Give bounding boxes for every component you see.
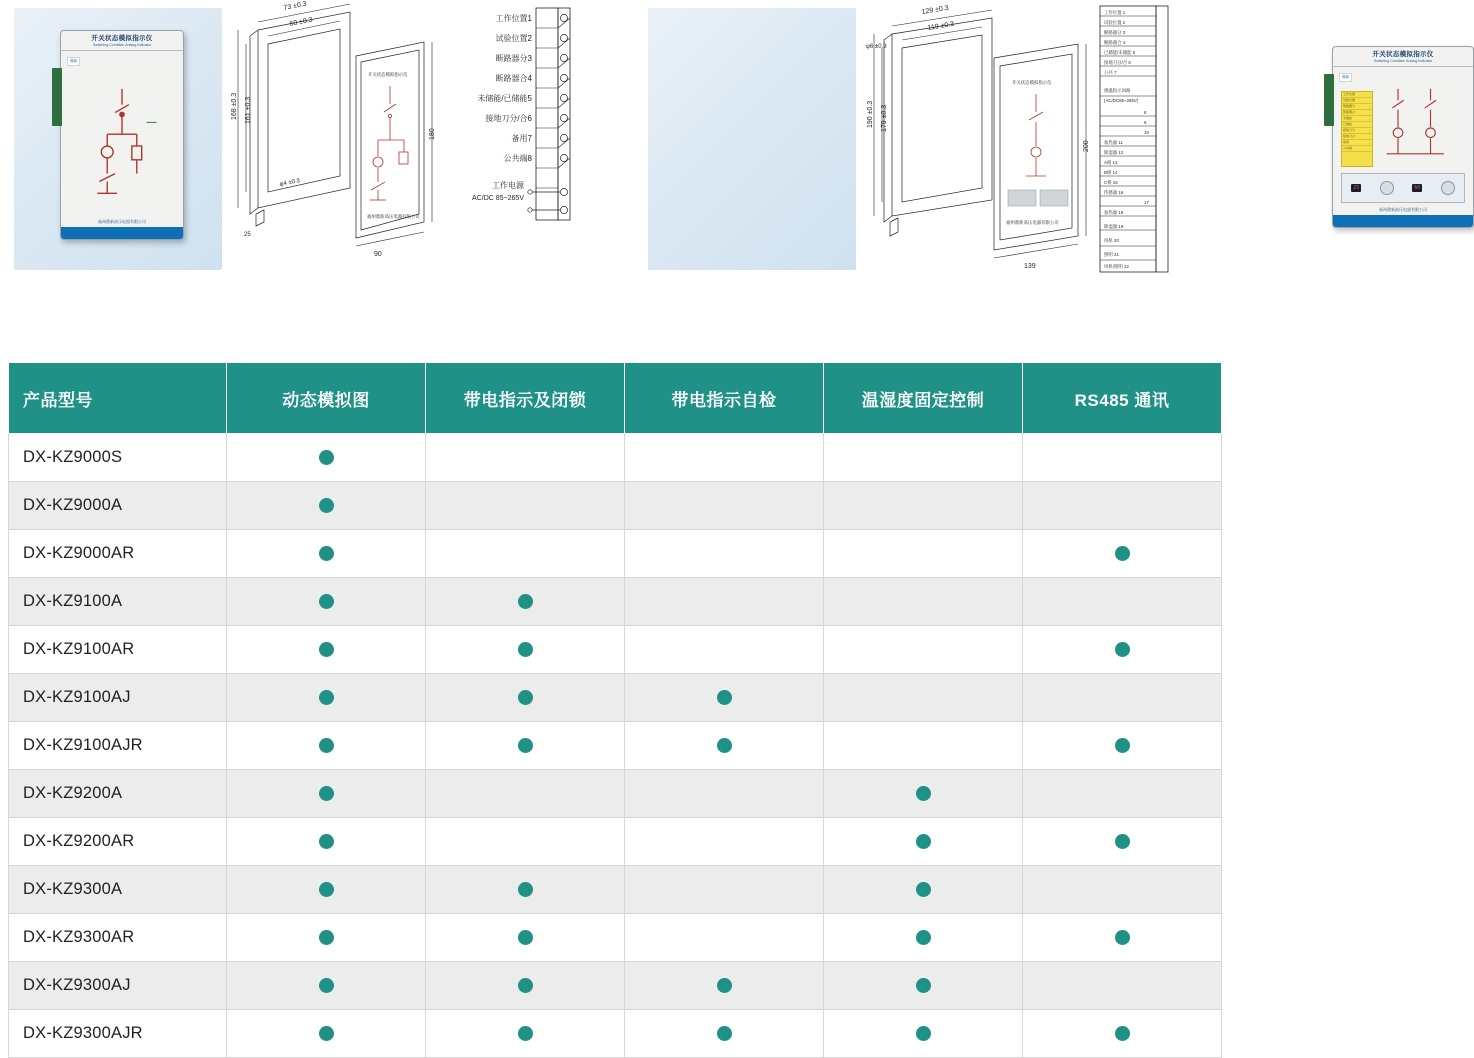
svg-text:119 ±0.3: 119 ±0.3 [927, 20, 955, 32]
device-title-cn: 开关状态模拟指示仪 [91, 35, 153, 42]
cell-model: DX-KZ9100AJR [9, 722, 227, 770]
terminal-row-label-right: 断路器分 3 [1104, 30, 1126, 35]
terminal-row-label-right: 加热器 18 [1104, 210, 1124, 215]
cell-feature [227, 818, 426, 866]
cell-feature [824, 866, 1023, 914]
column-header-dynamic-mimic: 动态模拟图 [227, 363, 426, 434]
svg-text:福州鼎新高压电器有限公司: 福州鼎新高压电器有限公司 [367, 214, 420, 219]
led-row: 备用 [1342, 140, 1372, 146]
svg-text:25: 25 [244, 232, 251, 238]
svg-text:福州鼎新高压电器有限公司: 福州鼎新高压电器有限公司 [1006, 220, 1059, 225]
feature-dot-icon [319, 978, 334, 993]
temp-humidity-controller[interactable] [1341, 173, 1465, 203]
humidity-display: 60 [1414, 185, 1421, 191]
device-title-en-right: Switching Condition Analog Indicator [1373, 59, 1433, 64]
svg-text:200: 200 [1083, 140, 1090, 152]
feature-dot-icon [1115, 642, 1130, 657]
control-knob-1[interactable] [1380, 181, 1394, 195]
feature-dot-icon [319, 882, 334, 897]
power-label: 工作电源 [492, 181, 524, 190]
terminal-row-label-right: 试验位置 2 [1104, 20, 1126, 25]
svg-text:129 ±0.3: 129 ±0.3 [921, 4, 950, 16]
terminal-row-label-right: 工作位置 1 [1104, 10, 1126, 15]
svg-text:190 ±0.3: 190 ±0.3 [867, 100, 874, 128]
device-logo-right: 鼎新 [1339, 73, 1352, 82]
feature-dot-icon [518, 882, 533, 897]
table-row [9, 722, 1222, 770]
led-row: 已储能 [1342, 122, 1372, 128]
terminal-row-label-right: 9 [1144, 120, 1147, 125]
cell-feature [824, 530, 1023, 578]
feature-dot-icon [319, 786, 334, 801]
cell-feature [824, 1010, 1023, 1058]
terminal-row-label-right: 风机 20 [1104, 238, 1119, 243]
cell-feature [824, 770, 1023, 818]
terminal-row-label-right: 照明 21 [1104, 252, 1119, 257]
cell-feature [625, 626, 824, 674]
cell-model: DX-KZ9000S [9, 434, 227, 482]
table-row [9, 770, 1222, 818]
cell-feature [824, 434, 1023, 482]
terminal-strip-right [1324, 74, 1334, 126]
table-row [9, 434, 1222, 482]
feature-dot-icon [319, 1026, 334, 1041]
table-row [9, 1010, 1222, 1058]
terminal-row-label-right: 断路器合 4 [1104, 40, 1126, 45]
led-row: 试验位置 [1342, 98, 1372, 104]
svg-text:90: 90 [374, 251, 382, 258]
cell-feature [625, 578, 824, 626]
cell-feature [426, 578, 625, 626]
dimension-drawing-left [228, 0, 460, 280]
cell-feature [1023, 914, 1222, 962]
feature-dot-icon [717, 738, 732, 753]
terminal-row-label: 工作位置1 [495, 14, 532, 23]
feature-dot-icon [518, 594, 533, 609]
terminal-row-label-right: 感温指示回路 [1104, 88, 1131, 93]
cell-feature [426, 914, 625, 962]
feature-dot-icon [1115, 738, 1130, 753]
device-body-right [1332, 46, 1474, 228]
feature-dot-icon [1115, 546, 1130, 561]
cell-model: DX-KZ9100A [9, 578, 227, 626]
cell-model: DX-KZ9000A [9, 482, 227, 530]
cell-feature [426, 626, 625, 674]
device-title-en: Switching Condition Analog Indicator [92, 43, 152, 48]
cell-feature [625, 434, 824, 482]
terminal-row-label-right: B相 14 [1104, 170, 1118, 175]
device-header-left [61, 31, 183, 51]
cell-feature [426, 1010, 625, 1058]
terminal-row-label-right: 17 [1144, 200, 1149, 205]
feature-dot-icon [916, 978, 931, 993]
cell-feature [1023, 866, 1222, 914]
cell-feature [625, 674, 824, 722]
cell-feature [625, 818, 824, 866]
feature-dot-icon [1115, 834, 1130, 849]
terminal-row-label: 未储能/已储能5 [477, 94, 532, 103]
terminal-row-label: 断路器合4 [495, 74, 532, 83]
control-knob-2[interactable] [1441, 181, 1455, 195]
terminal-row-label: 备用7 [511, 134, 532, 143]
svg-text:开关状态模拟指示仪: 开关状态模拟指示仪 [368, 72, 408, 77]
table-row [9, 818, 1222, 866]
svg-text:φ4 ±0.3: φ4 ±0.3 [279, 178, 301, 188]
led-row: 接地刀分 [1342, 128, 1372, 134]
cell-feature [1023, 962, 1222, 1010]
cell-feature [227, 578, 426, 626]
cell-model: DX-KZ9100AJ [9, 674, 227, 722]
svg-text:179 ±0.3: 179 ±0.3 [881, 104, 888, 132]
terminal-row-label: 接地刀分/合6 [485, 114, 532, 123]
device-brand-right: 福州鼎新高压电器有限公司 [1379, 207, 1427, 212]
cell-feature [824, 578, 1023, 626]
led-row: 工作位置 [1342, 92, 1372, 98]
cell-feature [1023, 530, 1222, 578]
feature-dot-icon [319, 594, 334, 609]
table-row [9, 482, 1222, 530]
terminal-row-label-right: C相 15 [1104, 180, 1118, 185]
cell-feature [1023, 818, 1222, 866]
status-led-panel [1341, 91, 1373, 167]
cell-feature [824, 626, 1023, 674]
terminal-wiring-diagram [462, 2, 624, 242]
device-footer-bar-left [61, 227, 183, 239]
cell-feature [824, 722, 1023, 770]
cell-feature [625, 866, 824, 914]
device-title-cn-right: 开关状态模拟指示仪 [1372, 51, 1434, 58]
cell-model: DX-KZ9000AR [9, 530, 227, 578]
feature-dot-icon [717, 690, 732, 705]
cell-feature [625, 914, 824, 962]
cell-feature [824, 818, 1023, 866]
table-header-row [9, 363, 1222, 434]
table-body [9, 434, 1222, 1058]
feature-dot-icon [518, 930, 533, 945]
svg-text:60 ±0.3: 60 ±0.3 [289, 16, 314, 28]
feature-dot-icon [916, 786, 931, 801]
cell-feature [1023, 434, 1222, 482]
dimension-drawing-right [866, 0, 1094, 280]
feature-dot-icon [518, 1026, 533, 1041]
cell-model: DX-KZ9300AJR [9, 1010, 227, 1058]
device-header-right [1333, 47, 1473, 67]
cell-feature [227, 674, 426, 722]
svg-text:φ6 ±0.3: φ6 ±0.3 [866, 44, 887, 50]
feature-dot-icon [319, 642, 334, 657]
device-logo-left: 鼎新 [67, 57, 80, 66]
cell-model: DX-KZ9300AJ [9, 962, 227, 1010]
terminal-row-label-right: (AC/DC85~265V) [1104, 98, 1139, 103]
cell-model: DX-KZ9100AR [9, 626, 227, 674]
cell-feature [1023, 626, 1222, 674]
cell-feature [625, 722, 824, 770]
cell-feature [227, 962, 426, 1010]
cell-model: DX-KZ9300A [9, 866, 227, 914]
table-row [9, 674, 1222, 722]
feature-dot-icon [319, 498, 334, 513]
feature-dot-icon [916, 882, 931, 897]
device-footer-bar-right [1333, 215, 1473, 227]
feature-dot-icon [518, 978, 533, 993]
device-brand-left: 福州鼎新高压电器有限公司 [98, 219, 146, 224]
svg-text:73 ±0.3: 73 ±0.3 [283, 0, 308, 12]
cell-feature [227, 866, 426, 914]
feature-dot-icon [717, 1026, 732, 1041]
terminal-row-label-right: 接地刀分/合 6 [1104, 60, 1131, 65]
cell-feature [625, 962, 824, 1010]
product-comparison-table [8, 362, 1192, 1058]
cell-feature [625, 482, 824, 530]
feature-dot-icon [518, 738, 533, 753]
terminal-row-label-right: 10 [1144, 130, 1149, 135]
feature-dot-icon [916, 834, 931, 849]
feature-dot-icon [1115, 930, 1130, 945]
cell-feature [227, 434, 426, 482]
cell-feature [227, 530, 426, 578]
cell-feature [1023, 1010, 1222, 1058]
table-row [9, 962, 1222, 1010]
svg-text:开关状态模拟指示仪: 开关状态模拟指示仪 [1012, 80, 1052, 85]
power-spec: AC/DC 85~265V [472, 195, 524, 202]
cell-model: DX-KZ9200AR [9, 818, 227, 866]
column-header-live-indication-lock: 带电指示及闭锁 [426, 363, 625, 434]
cell-model: DX-KZ9200A [9, 770, 227, 818]
cell-feature [426, 962, 625, 1010]
cell-feature [227, 914, 426, 962]
feature-dot-icon [319, 738, 334, 753]
led-row: 公共端 [1342, 146, 1372, 152]
cell-feature [1023, 722, 1222, 770]
svg-text:168 ±0.3: 168 ±0.3 [231, 92, 238, 120]
feature-dot-icon [319, 450, 334, 465]
terminal-row-label-right: 风机/照明 22 [1104, 264, 1129, 269]
feature-dot-icon [518, 690, 533, 705]
led-row: 未储能 [1342, 116, 1372, 122]
terminal-row-label-right: 已储能/未储能 5 [1104, 50, 1136, 55]
cell-feature [426, 866, 625, 914]
terminal-row-label-right: A相 13 [1104, 160, 1118, 165]
feature-dot-icon [717, 978, 732, 993]
terminal-row-label-right: 除湿器 19 [1104, 224, 1124, 229]
cell-feature [426, 818, 625, 866]
table-row [9, 530, 1222, 578]
cell-feature [625, 770, 824, 818]
cell-feature [227, 1010, 426, 1058]
cell-feature [625, 1010, 824, 1058]
cell-feature [824, 914, 1023, 962]
cell-feature [625, 530, 824, 578]
cell-feature [1023, 482, 1222, 530]
temperature-display: 25 [1353, 185, 1360, 191]
feature-dot-icon [319, 930, 334, 945]
terminal-row-label-right: 8 [1144, 110, 1147, 115]
led-row: 接地刀合 [1342, 134, 1372, 140]
cell-feature [426, 482, 625, 530]
feature-dot-icon [518, 642, 533, 657]
feature-dot-icon [319, 690, 334, 705]
terminal-strip-left [52, 68, 62, 126]
cell-feature [824, 962, 1023, 1010]
column-header-rs485: RS485 通讯 [1023, 363, 1222, 434]
svg-text:180: 180 [429, 128, 436, 140]
cell-feature [426, 770, 625, 818]
cell-feature [824, 482, 1023, 530]
device-body-left [60, 30, 184, 240]
cell-feature [426, 674, 625, 722]
table-row [9, 578, 1222, 626]
cell-feature [227, 626, 426, 674]
cell-feature [426, 722, 625, 770]
led-row: 断路器分 [1342, 104, 1372, 110]
terminal-row-label: 断路器分3 [495, 54, 532, 63]
column-header-live-self-test: 带电指示自检 [625, 363, 824, 434]
terminal-row-label: 公共端8 [503, 154, 532, 163]
terminal-row-label-right: 公共 7 [1104, 70, 1117, 75]
cell-feature [227, 770, 426, 818]
cell-feature [426, 530, 625, 578]
feature-dot-icon [319, 546, 334, 561]
table-row [9, 866, 1222, 914]
table-row [9, 914, 1222, 962]
feature-dot-icon [916, 1026, 931, 1041]
cell-model: DX-KZ9300AR [9, 914, 227, 962]
cell-feature [426, 434, 625, 482]
feature-dot-icon [1115, 1026, 1130, 1041]
cell-feature [1023, 578, 1222, 626]
cell-feature [1023, 770, 1222, 818]
mimic-diagram-right [1377, 85, 1463, 171]
product-gallery [0, 0, 1434, 300]
mimic-diagram-left [77, 83, 167, 211]
feature-dot-icon [319, 834, 334, 849]
product-photo-left [14, 8, 222, 270]
terminal-row-label-right: 加热器 11 [1104, 140, 1123, 145]
led-row: 断路器合 [1342, 110, 1372, 116]
cell-feature [227, 482, 426, 530]
svg-text:161 ±0.3: 161 ±0.3 [245, 96, 252, 124]
column-header-temp-humidity-control: 温湿度固定控制 [824, 363, 1023, 434]
cell-feature [824, 674, 1023, 722]
column-header-model: 产品型号 [9, 363, 227, 434]
cell-feature [227, 722, 426, 770]
cell-feature [1023, 674, 1222, 722]
terminal-row-label-right: 传感器 16 [1104, 190, 1124, 195]
table-row [9, 626, 1222, 674]
feature-dot-icon [916, 930, 931, 945]
svg-text:139: 139 [1024, 263, 1036, 270]
terminal-row-label: 试验位置2 [495, 34, 532, 43]
terminal-wiring-diagram-right [1096, 2, 1200, 278]
terminal-row-label-right: 除湿器 12 [1104, 150, 1124, 155]
